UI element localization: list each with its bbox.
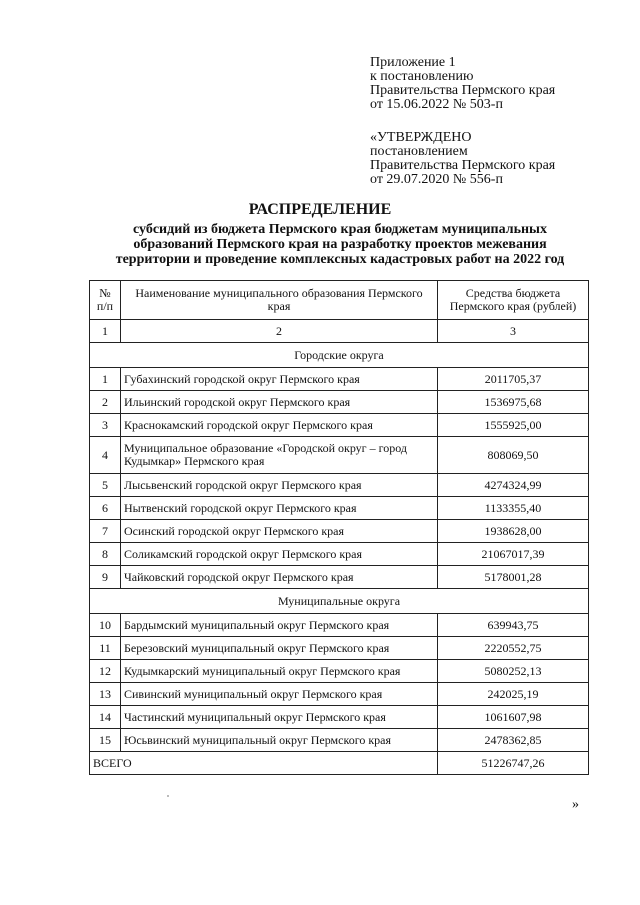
row-name: Юсьвинский муниципальный округ Пермского края — [121, 729, 438, 752]
appendix-line: к постановлению — [370, 69, 474, 84]
row-name: Муниципальное образование «Городской округ – город Кудымкар» Пермского края — [121, 437, 438, 474]
row-name: Частинский муниципальный округ Пермского края — [121, 706, 438, 729]
header-num: № п/п — [90, 281, 121, 320]
row-number: 8 — [90, 543, 121, 566]
row-sum: 2011705,37 — [438, 368, 589, 391]
column-index-row — [90, 320, 589, 343]
row-name: Кудымкарский муниципальный округ Пермского края — [121, 660, 438, 683]
group-row-urban — [90, 343, 589, 368]
row-sum: 1061607,98 — [438, 706, 589, 729]
row-sum: 5080252,13 — [438, 660, 589, 683]
total-label: ВСЕГО — [90, 752, 438, 775]
approved-line: Правительства Пермского края — [370, 158, 556, 173]
row-number: 14 — [90, 706, 121, 729]
row-number: 5 — [90, 474, 121, 497]
row-name: Нытвенский городской округ Пермского края — [121, 497, 438, 520]
row-sum: 21067017,39 — [438, 543, 589, 566]
table-row — [90, 729, 589, 752]
approved-line: от 29.07.2020 № 556-п — [370, 172, 503, 187]
row-number: 4 — [90, 437, 121, 474]
row-name: Сивинский муниципальный округ Пермского края — [121, 683, 438, 706]
appendix-line: Приложение 1 — [370, 55, 456, 70]
subtitle-line: субсидий из бюджета Пермского края бюджетам муниципальных — [133, 222, 547, 237]
index-cell: 3 — [438, 320, 589, 343]
index-cell: 2 — [121, 320, 438, 343]
appendix-block — [370, 56, 555, 112]
row-name: Ильинский городской округ Пермского края — [121, 391, 438, 414]
row-number: 2 — [90, 391, 121, 414]
total-row — [90, 752, 589, 775]
document-title: РАСПРЕДЕЛЕНИЕ — [248, 201, 392, 218]
row-sum: 808069,50 — [438, 437, 589, 474]
row-sum: 2478362,85 — [438, 729, 589, 752]
group-label: Городские округа — [90, 343, 589, 368]
table-row — [90, 497, 589, 520]
table-row — [90, 368, 589, 391]
row-name: Березовский муниципальный округ Пермского края — [121, 637, 438, 660]
row-number: 9 — [90, 566, 121, 589]
row-sum: 639943,75 — [438, 614, 589, 637]
group-row-municipal — [90, 589, 589, 614]
row-name: Чайковский городской округ Пермского края — [121, 566, 438, 589]
row-sum: 242025,19 — [438, 683, 589, 706]
subtitle-line: образований Пермского края на разработку проектов межевания — [133, 237, 547, 252]
group-label: Муниципальные округа — [90, 589, 589, 614]
approved-line: постановлением — [370, 144, 468, 159]
table-row — [90, 660, 589, 683]
subtitle-line: территории и проведение комплексных кадастровых работ на 2022 год — [115, 252, 565, 267]
row-sum: 5178001,28 — [438, 566, 589, 589]
row-name: Краснокамский городской округ Пермского края — [121, 414, 438, 437]
appendix-line: Правительства Пермского края — [370, 83, 556, 98]
table-row — [90, 414, 589, 437]
row-sum: 1555925,00 — [438, 414, 589, 437]
row-number: 11 — [90, 637, 121, 660]
row-number: 10 — [90, 614, 121, 637]
row-sum: 1938628,00 — [438, 520, 589, 543]
header-sum: Средства бюджета Пермского края (рублей) — [438, 281, 589, 320]
row-number: 15 — [90, 729, 121, 752]
row-name: Бардымский муниципальный округ Пермского края — [121, 614, 438, 637]
table-row — [90, 437, 589, 474]
approved-block — [370, 131, 555, 187]
table-row — [90, 706, 589, 729]
row-name: Губахинский городской округ Пермского края — [121, 368, 438, 391]
row-number: 3 — [90, 414, 121, 437]
appendix-line: от 15.06.2022 № 503-п — [370, 97, 503, 112]
header-name: Наименование муниципального образования Пермского края — [121, 281, 438, 320]
row-name: Осинский городской округ Пермского края — [121, 520, 438, 543]
row-sum: 1133355,40 — [438, 497, 589, 520]
table-row — [90, 683, 589, 706]
table-row — [90, 566, 589, 589]
row-sum: 1536975,68 — [438, 391, 589, 414]
table-row — [90, 474, 589, 497]
table-row — [90, 543, 589, 566]
total-sum: 51226747,26 — [438, 752, 589, 775]
row-number: 12 — [90, 660, 121, 683]
approved-line: «УТВЕРЖДЕНО — [370, 130, 472, 145]
scan-speck — [167, 795, 169, 797]
table-row — [90, 391, 589, 414]
row-number: 13 — [90, 683, 121, 706]
row-number: 6 — [90, 497, 121, 520]
row-number: 1 — [90, 368, 121, 391]
document-subtitle — [80, 222, 600, 267]
table-header-row — [90, 281, 589, 320]
row-name: Соликамский городской округ Пермского края — [121, 543, 438, 566]
distribution-table — [89, 280, 589, 775]
row-sum: 2220552,75 — [438, 637, 589, 660]
table-row — [90, 637, 589, 660]
table-row — [90, 520, 589, 543]
row-name: Лысьвенский городской округ Пермского края — [121, 474, 438, 497]
table-row — [90, 614, 589, 637]
closing-quote: » — [572, 797, 579, 812]
index-cell: 1 — [90, 320, 121, 343]
row-number: 7 — [90, 520, 121, 543]
row-sum: 4274324,99 — [438, 474, 589, 497]
